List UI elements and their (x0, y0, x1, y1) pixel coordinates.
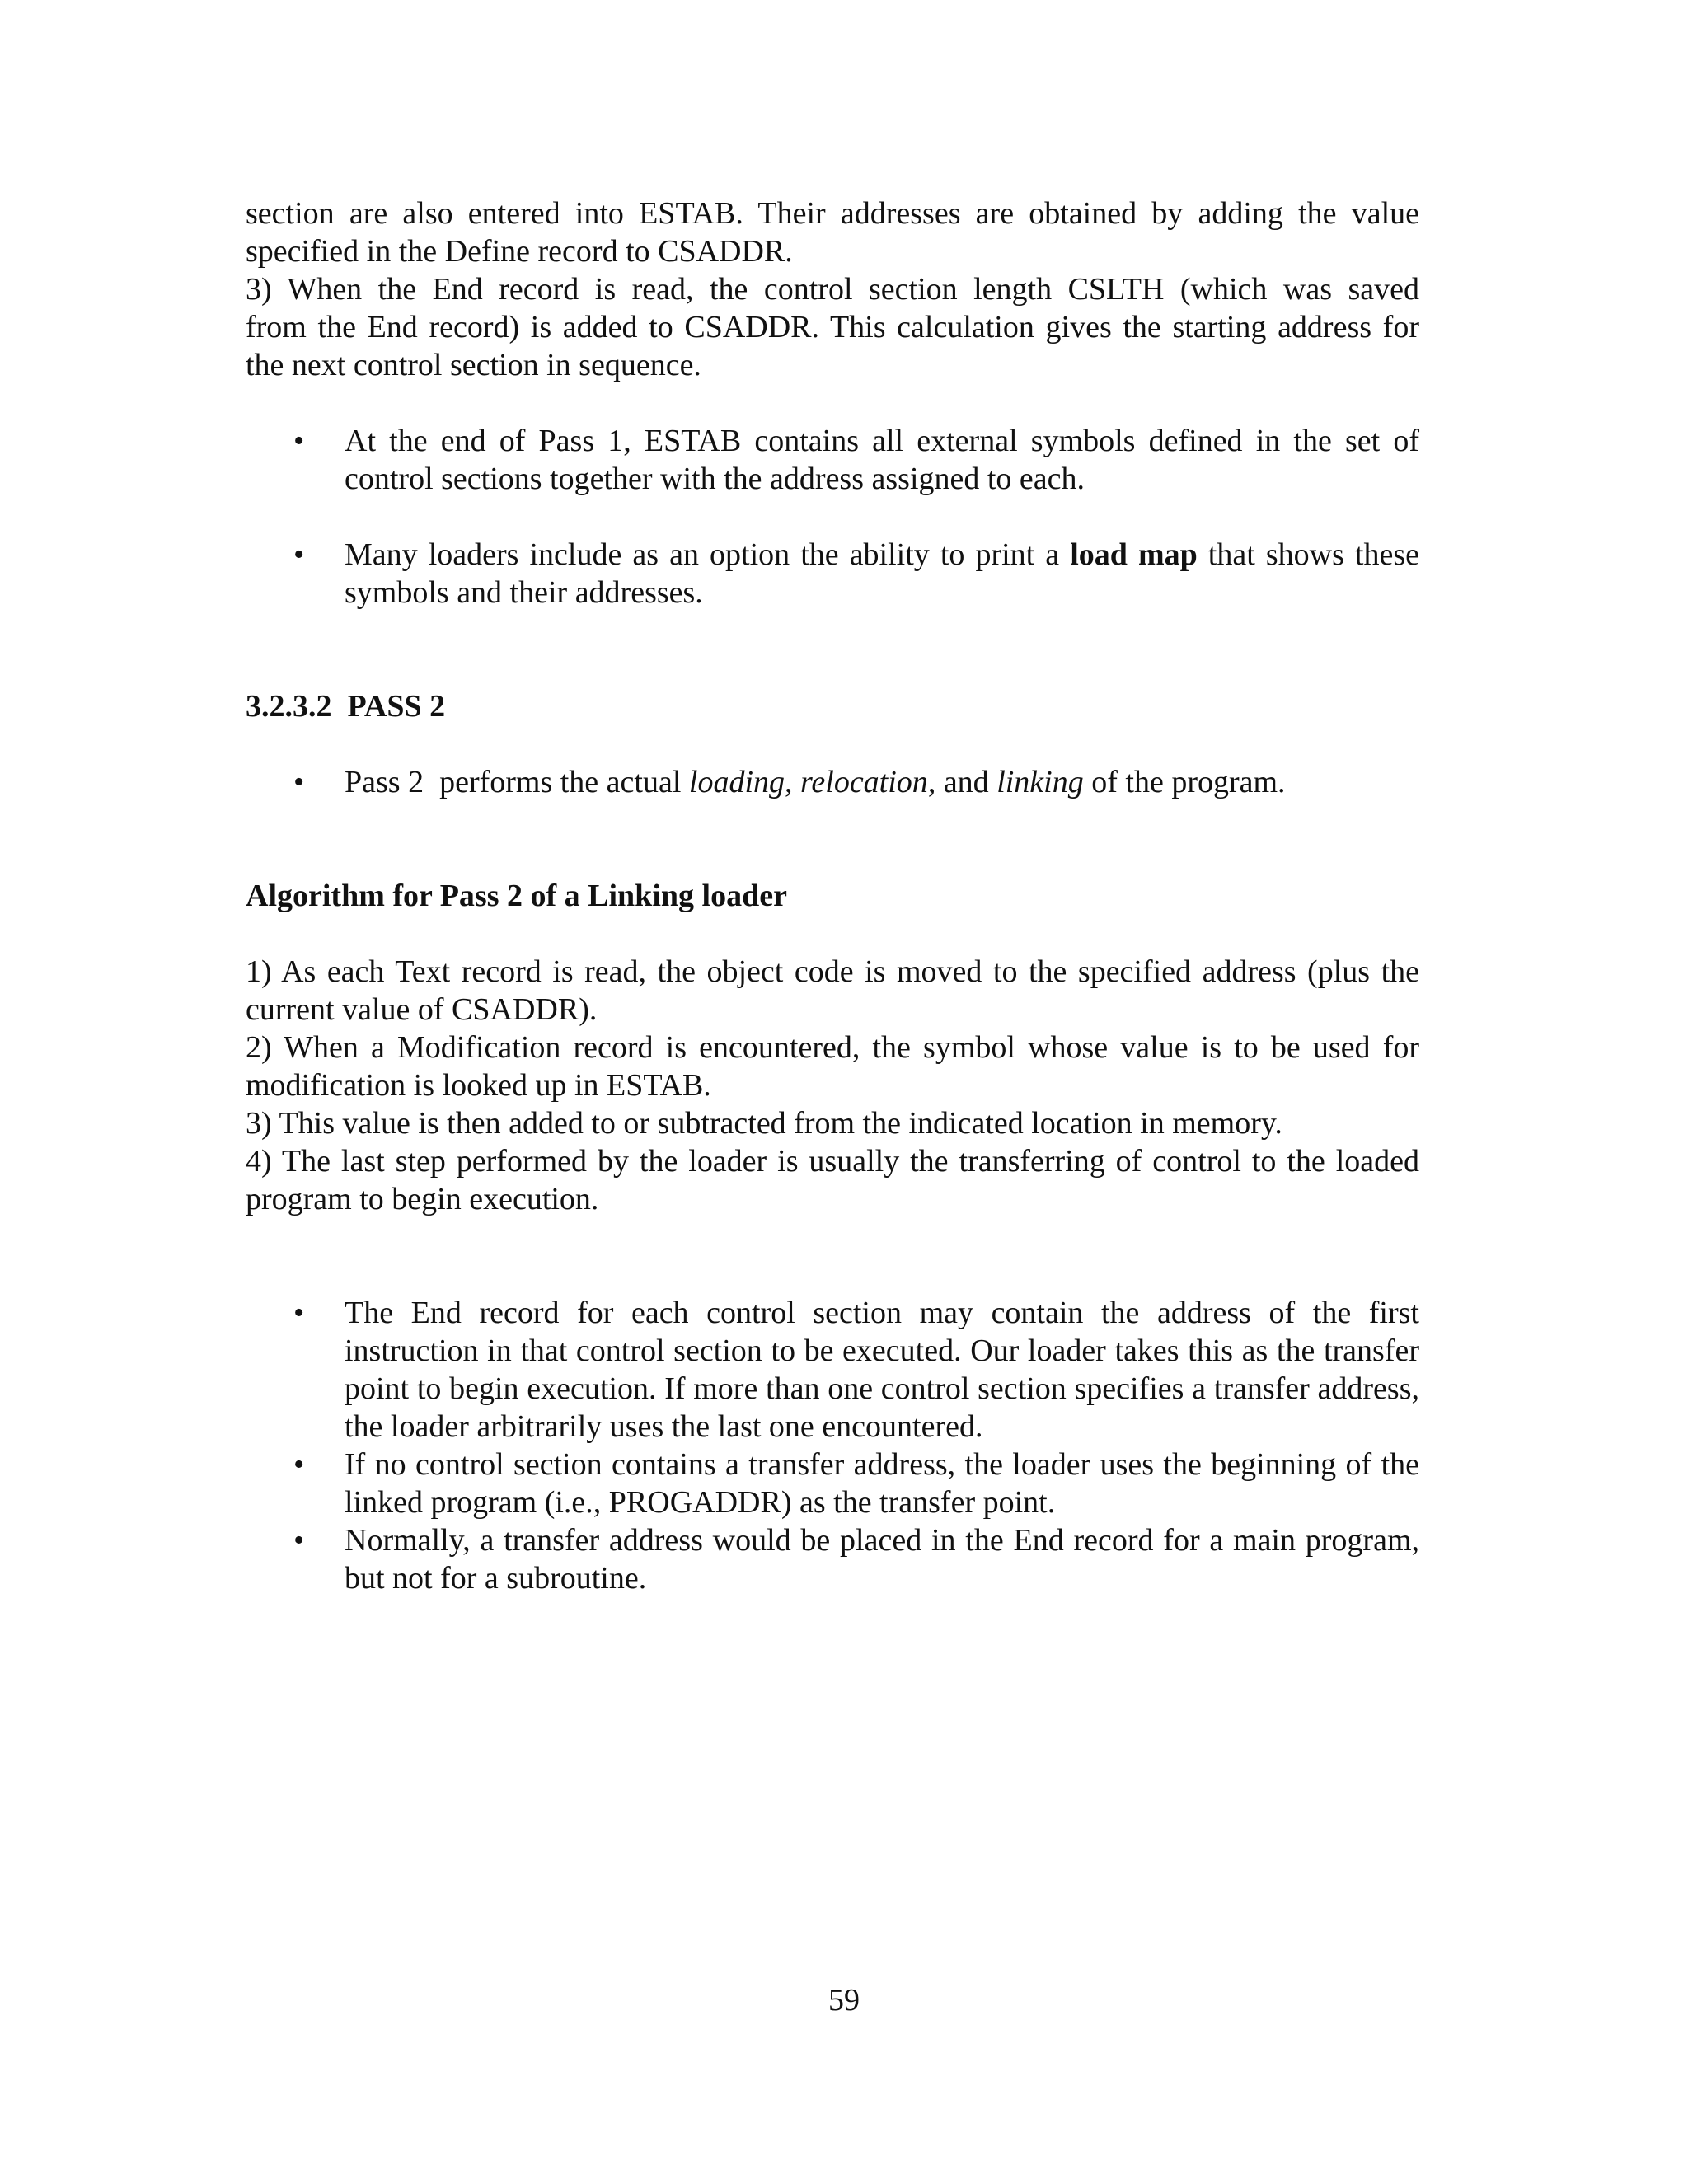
bullet-text: that shows these symbols and their addresses. (345, 537, 1419, 610)
bullet-text: Pass 2 performs the actual (345, 765, 689, 799)
pass1-bullet-list (246, 536, 1419, 612)
section-number: 3.2.3.2 (246, 689, 332, 724)
bullet-icon: • (293, 1523, 305, 1558)
term-linking: linking (996, 765, 1084, 799)
load-map-term: load map (1070, 537, 1198, 572)
pass2-bullet-list (246, 763, 1419, 801)
term-loading: loading (688, 765, 785, 799)
list-item (246, 1446, 1419, 1521)
algorithm-step: 4) The last step performed by the loader is usually the transferring of control to the loaded program to begin execution. (246, 1144, 1419, 1216)
bullet-text: Many loaders include as an option the ability to print a (345, 537, 1071, 572)
pass1-text-line: section are also entered into ESTAB. Their addresses are obtained by adding the value (246, 196, 1419, 231)
list-item (246, 422, 1419, 498)
transfer-notes-list (246, 1294, 1419, 1597)
algorithm-step: 1) As each Text record is read, the object code is moved to the specified address (plus the current value of CSADDR). (246, 954, 1419, 1027)
bullet-text: of the program. (1083, 765, 1286, 799)
pass1-text-line: specified in the Define record to CSADDR. (246, 234, 793, 269)
bullet-text: , (785, 765, 801, 799)
bullet-text: If no control section contains a transfer address, the loader uses the beginning of the linked program (i.e., PROGADDR) as the transfer point. (345, 1447, 1419, 1520)
page-content (246, 194, 1419, 1597)
bullet-icon: • (293, 765, 305, 799)
section-heading (246, 687, 1419, 725)
algorithm-heading: Algorithm for Pass 2 of a Linking loader (246, 879, 787, 913)
pass1-step3-line: the next control section in sequence. (246, 348, 701, 382)
bullet-text: The End record for each control section may contain the address of the first instruction in that control section to be executed. Our loader takes this as the transfer point to begin execution. If more than one control section specifies a transfer address, the loader arbitrarily uses the last one encountered. (345, 1296, 1419, 1444)
list-item (246, 1294, 1419, 1446)
pass1-step3-line: from the End record) is added to CSADDR. This calculation gives the starting address for (246, 310, 1419, 344)
bullet-icon: • (293, 537, 305, 572)
list-item (246, 763, 1419, 801)
bullet-text: , and (927, 765, 997, 799)
bullet-icon: • (293, 424, 305, 458)
algorithm-step: 3) This value is then added to or subtracted from the indicated location in memory. (246, 1106, 1282, 1141)
bullet-icon: • (293, 1447, 305, 1482)
pass1-bullet-list (246, 422, 1419, 498)
bullet-icon: • (293, 1296, 305, 1330)
algorithm-step: 2) When a Modification record is encountered, the symbol whose value is to be used for modification is looked up in ESTAB. (246, 1030, 1419, 1103)
bullet-text: At the end of Pass 1, ESTAB contains all external symbols defined in the set of control sections together with the address assigned to each. (345, 424, 1419, 496)
list-item (246, 536, 1419, 612)
section-title: PASS 2 (347, 689, 446, 724)
list-item (246, 1521, 1419, 1597)
term-relocation: relocation (800, 765, 928, 799)
pass1-step3-line: 3) When the End record is read, the control section length CSLTH (which was saved (246, 272, 1419, 307)
page-number: 59 (828, 1983, 860, 2018)
bullet-text: Normally, a transfer address would be placed in the End record for a main program, but not for a subroutine. (345, 1523, 1419, 1596)
